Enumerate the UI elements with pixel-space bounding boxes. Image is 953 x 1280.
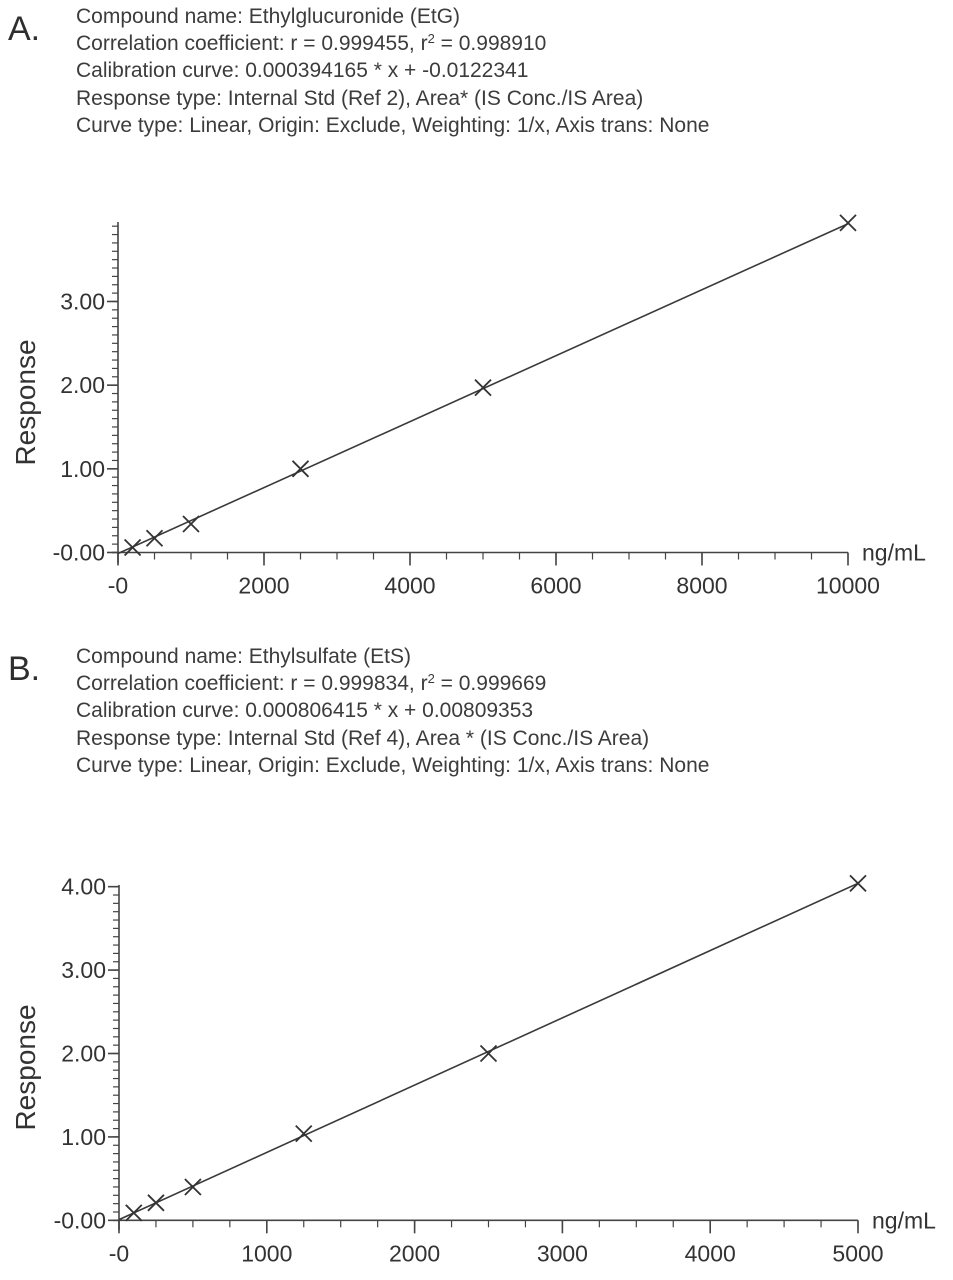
response-type: Response type: Internal Std (Ref 4), Area * (IS Conc./IS Area) <box>76 726 650 750</box>
calibration-chart-b <box>0 640 953 1280</box>
curve-type: Curve type: Linear, Origin: Exclude, Weighting: 1/x, Axis trans: None <box>76 753 710 777</box>
correlation-text: Correlation coefficient: r = 0.999834, r <box>76 672 428 696</box>
panel-letter: A. <box>8 10 41 48</box>
x-axis-label: ng/mL <box>872 1207 936 1234</box>
x-tick-label: -0 <box>107 572 129 599</box>
x-axis-label: ng/mL <box>862 539 926 566</box>
fit-line <box>119 883 858 1219</box>
y-tick-label: 1.00 <box>60 455 105 482</box>
data-point-marker <box>185 1179 201 1195</box>
x-tick-label: 3000 <box>536 1240 588 1267</box>
curve-type: Curve type: Linear, Origin: Exclude, Weighting: 1/x, Axis trans: None <box>76 113 710 137</box>
calibration-curve: Calibration curve: 0.000806415 * x + 0.00809353 <box>76 699 534 723</box>
y-tick-label: 3.00 <box>61 957 106 984</box>
superscript-two: 2 <box>427 671 435 687</box>
x-tick-label: 10000 <box>816 572 880 599</box>
correlation-text: Correlation coefficient: r = 0.999455, r <box>76 32 428 56</box>
calibration-curve: Calibration curve: 0.000394165 * x + -0.0122341 <box>76 59 529 83</box>
compound-name: Compound name: Ethylsulfate (EtS) <box>76 645 411 668</box>
data-point-marker <box>475 380 491 396</box>
data-point-marker <box>126 1205 142 1221</box>
x-tick-label: 4000 <box>684 1240 736 1267</box>
x-tick-label: 6000 <box>530 572 582 599</box>
panel-letter: B. <box>8 650 41 688</box>
x-tick-label: 2000 <box>389 1240 441 1267</box>
compound-name: Compound name: Ethylglucuronide (EtG) <box>76 5 461 28</box>
y-tick-label: 4.00 <box>61 873 106 900</box>
y-tick-label: 2.00 <box>60 372 105 399</box>
data-point-marker <box>183 516 199 532</box>
r-squared-value: = 0.999669 <box>434 672 547 696</box>
x-tick-label: 5000 <box>832 1240 884 1267</box>
x-tick-label: 4000 <box>384 572 436 599</box>
y-tick-label: -0.00 <box>53 1207 106 1234</box>
r-squared-value: = 0.998910 <box>434 32 547 56</box>
y-axis-label: Response <box>10 339 41 466</box>
y-axis-label: Response <box>10 1004 41 1131</box>
x-tick-label: 2000 <box>238 572 290 599</box>
y-tick-label: 2.00 <box>61 1040 106 1067</box>
calibration-panel-b <box>0 640 953 1280</box>
data-point-marker <box>850 875 866 891</box>
y-tick-label: 1.00 <box>61 1123 106 1150</box>
data-point-marker <box>147 530 163 546</box>
x-tick-label: 1000 <box>241 1240 293 1267</box>
data-point-marker <box>148 1195 164 1211</box>
data-point-marker <box>840 215 856 231</box>
y-tick-label: -0.00 <box>52 539 105 566</box>
x-tick-label: 8000 <box>676 572 728 599</box>
x-tick-label: -0 <box>108 1240 130 1267</box>
response-type: Response type: Internal Std (Ref 2), Area* (IS Conc./IS Area) <box>76 86 644 110</box>
superscript-two: 2 <box>427 31 435 47</box>
y-tick-label: 3.00 <box>60 288 105 315</box>
